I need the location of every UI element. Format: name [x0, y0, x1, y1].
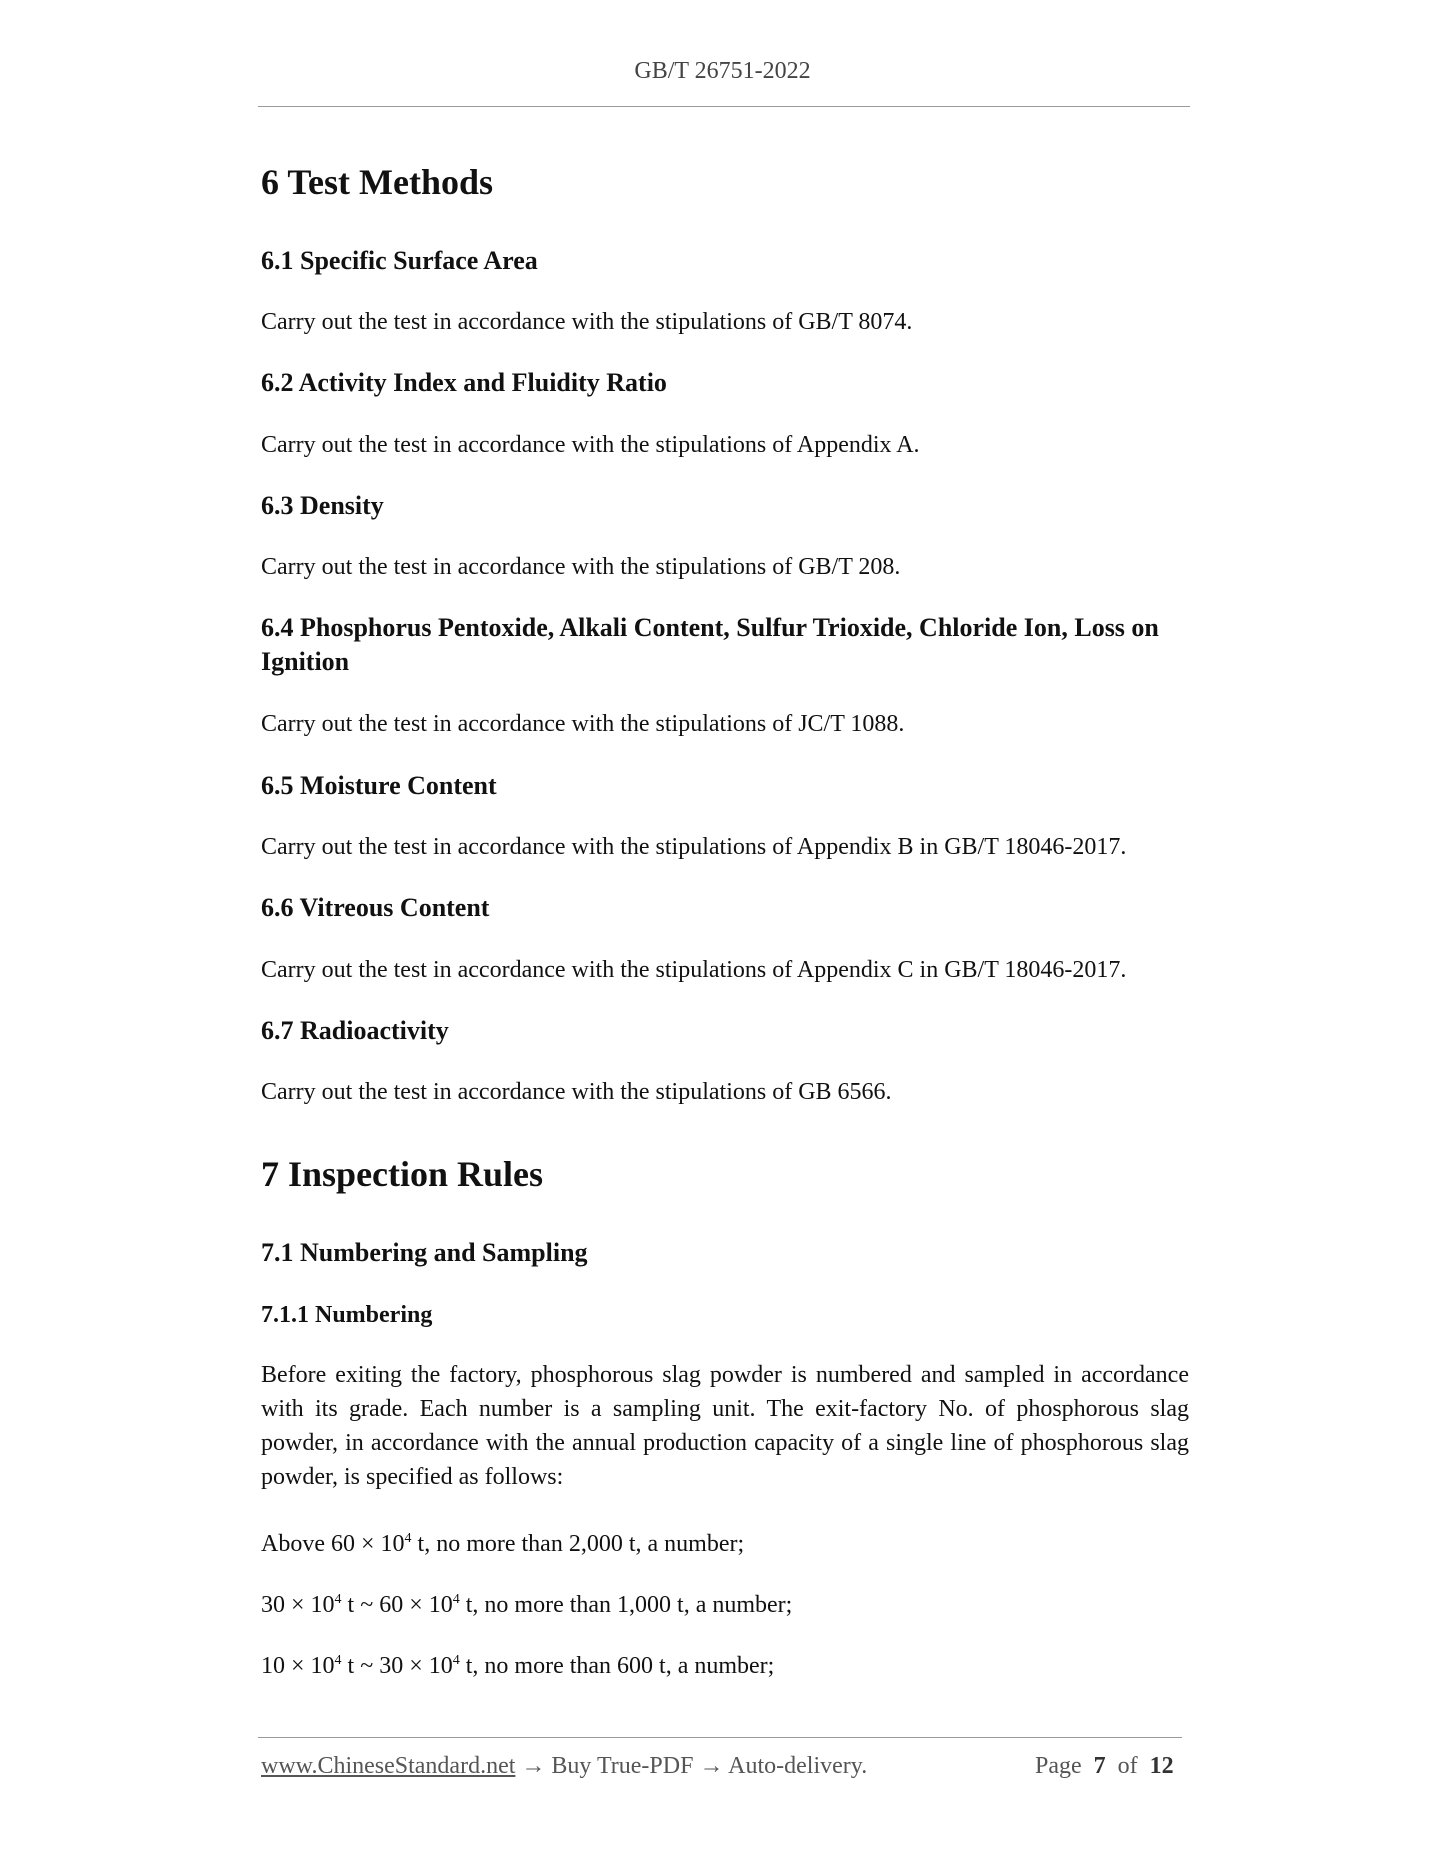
section-6-1-text: Carry out the test in accordance with the stipulations of GB/T 8074. [261, 309, 913, 335]
auto-delivery-text: Auto-delivery. [728, 1753, 868, 1779]
section-6-2-text: Carry out the test in accordance with the stipulations of Appendix A. [261, 432, 920, 458]
section-6-1-heading: 6.1 Specific Surface Area [261, 246, 538, 275]
numbering-rule-item: Above $60 \times 10^4$ t, no more than 2,000 t, a number; [261, 1531, 745, 1557]
numbering-rule-item: $10 \times 10^4$ t ~ $30 \times 10^4$ t, no more than 600 t, a number; [261, 1653, 775, 1679]
numbering-rule-item: $30 \times 10^4$ t ~ $60 \times 10^4$ t, no more than 1,000 t, a number; [261, 1592, 793, 1618]
section-6-5-text: Carry out the test in accordance with the stipulations of Appendix B in GB/T 18046-2017. [261, 834, 1127, 860]
page-indicator: Page 7 of 12 [1035, 1753, 1174, 1779]
section-6-7-heading: 6.7 Radioactivity [261, 1016, 449, 1045]
section-6-6-heading: 6.6 Vitreous Content [261, 893, 490, 922]
section-6-heading: 6 Test Methods [261, 162, 494, 202]
page-number: 7 [1093, 1753, 1106, 1779]
footer-rule [258, 1737, 1182, 1738]
site-link[interactable]: www.ChineseStandard.net [261, 1753, 516, 1779]
header-rule [258, 106, 1190, 107]
section-6-5-heading: 6.5 Moisture Content [261, 771, 497, 800]
section-6-4-heading: 6.4 Phosphorus Pentoxide, Alkali Content, Sulfur Trioxide, Chloride Ion, Loss on Ignition [261, 613, 1159, 676]
section-6-2-heading: 6.2 Activity Index and Fluidity Ratio [261, 368, 667, 397]
footer-links [261, 1753, 867, 1780]
section-6-6-text: Carry out the test in accordance with the stipulations of Appendix C in GB/T 18046-2017. [261, 957, 1127, 983]
section-6-4-text: Carry out the test in accordance with the stipulations of JC/T 1088. [261, 711, 905, 737]
buy-pdf-link[interactable]: Buy True-PDF [551, 1753, 694, 1779]
section-7-1-1-heading: 7.1.1 Numbering [261, 1302, 433, 1328]
section-7-heading: 7 Inspection Rules [261, 1154, 544, 1194]
header-doc-id: GB/T 26751-2022 [634, 58, 811, 84]
arrow-icon: → [699, 1753, 724, 1779]
section-6-7-text: Carry out the test in accordance with the stipulations of GB 6566. [261, 1079, 892, 1105]
arrow-icon: → [521, 1753, 546, 1779]
section-6-3-text: Carry out the test in accordance with the stipulations of GB/T 208. [261, 554, 901, 580]
section-6-3-heading: 6.3 Density [261, 491, 384, 520]
section-7-1-heading: 7.1 Numbering and Sampling [261, 1238, 588, 1267]
page-total: 12 [1149, 1753, 1174, 1779]
section-7-1-1-paragraph: Before exiting the factory, phosphorous slag powder is numbered and sampled in accordance with its grade. Each number is a sampling unit. The exit-factory No. of phosphorous slag powder, in accordance with the annual production capacity of a single line of phosphorous slag powder, is specified as follows: [261, 1362, 1189, 1490]
